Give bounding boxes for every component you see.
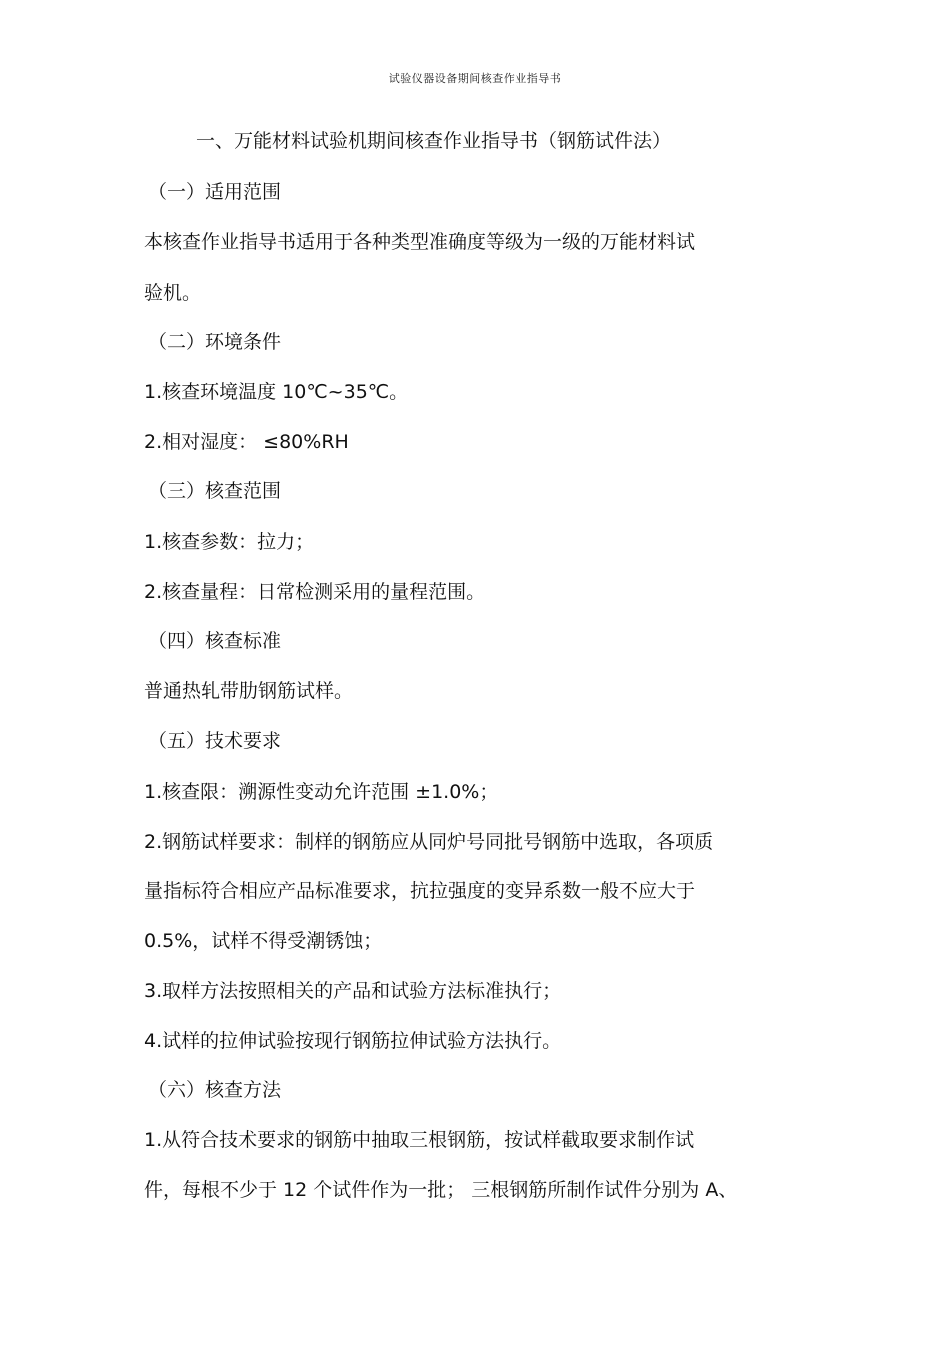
paragraph-line: 1.核查环境温度 10℃~35℃。 — [144, 381, 409, 403]
paragraph-line: 普通热轧带肋钢筋试样。 — [144, 680, 354, 702]
page-header: 试验仪器设备期间核查作业指导书 — [388, 72, 562, 85]
section-heading-standard: （四）核查标准 — [148, 630, 282, 652]
paragraph-line: 件，每根不少于 12 个试件作为一批； 三根钢筋所制作试件分别为 A、 — [144, 1179, 738, 1201]
paragraph-line: 1.核查参数：拉力； — [144, 531, 315, 553]
paragraph-line: 本核查作业指导书适用于各种类型准确度等级为一级的万能材料试 — [144, 231, 696, 253]
paragraph-line: 2.核查量程：日常检测采用的量程范围。 — [144, 581, 486, 603]
section-heading-range: （三）核查范围 — [148, 480, 282, 502]
section-heading-scope: （一）适用范围 — [148, 181, 282, 203]
section-heading-environment: （二）环境条件 — [148, 331, 282, 353]
section-heading-method: （六）核查方法 — [148, 1079, 282, 1101]
paragraph-line: 0.5%，试样不得受潮锈蚀； — [144, 930, 383, 952]
paragraph-line: 4.试样的拉伸试验按现行钢筋拉伸试验方法执行。 — [144, 1030, 562, 1052]
paragraph-line: 1.从符合技术要求的钢筋中抽取三根钢筋，按试样截取要求制作试 — [144, 1129, 695, 1151]
section-heading-requirements: （五）技术要求 — [148, 730, 282, 752]
paragraph-line: 2.相对湿度： ≤80%RH — [144, 431, 349, 453]
paragraph-line: 量指标符合相应产品标准要求，抗拉强度的变异系数一般不应大于 — [144, 880, 696, 902]
paragraph-line: 3.取样方法按照相关的产品和试验方法标准执行； — [144, 980, 562, 1002]
paragraph-line: 2.钢筋试样要求：制样的钢筋应从同炉号同批号钢筋中选取，各项质 — [144, 831, 714, 853]
document-title: 一、万能材料试验机期间核查作业指导书（钢筋试件法） — [196, 130, 672, 152]
paragraph-line: 验机。 — [144, 282, 202, 304]
paragraph-line: 1.核查限：溯源性变动允许范围 ±1.0%； — [144, 781, 499, 803]
